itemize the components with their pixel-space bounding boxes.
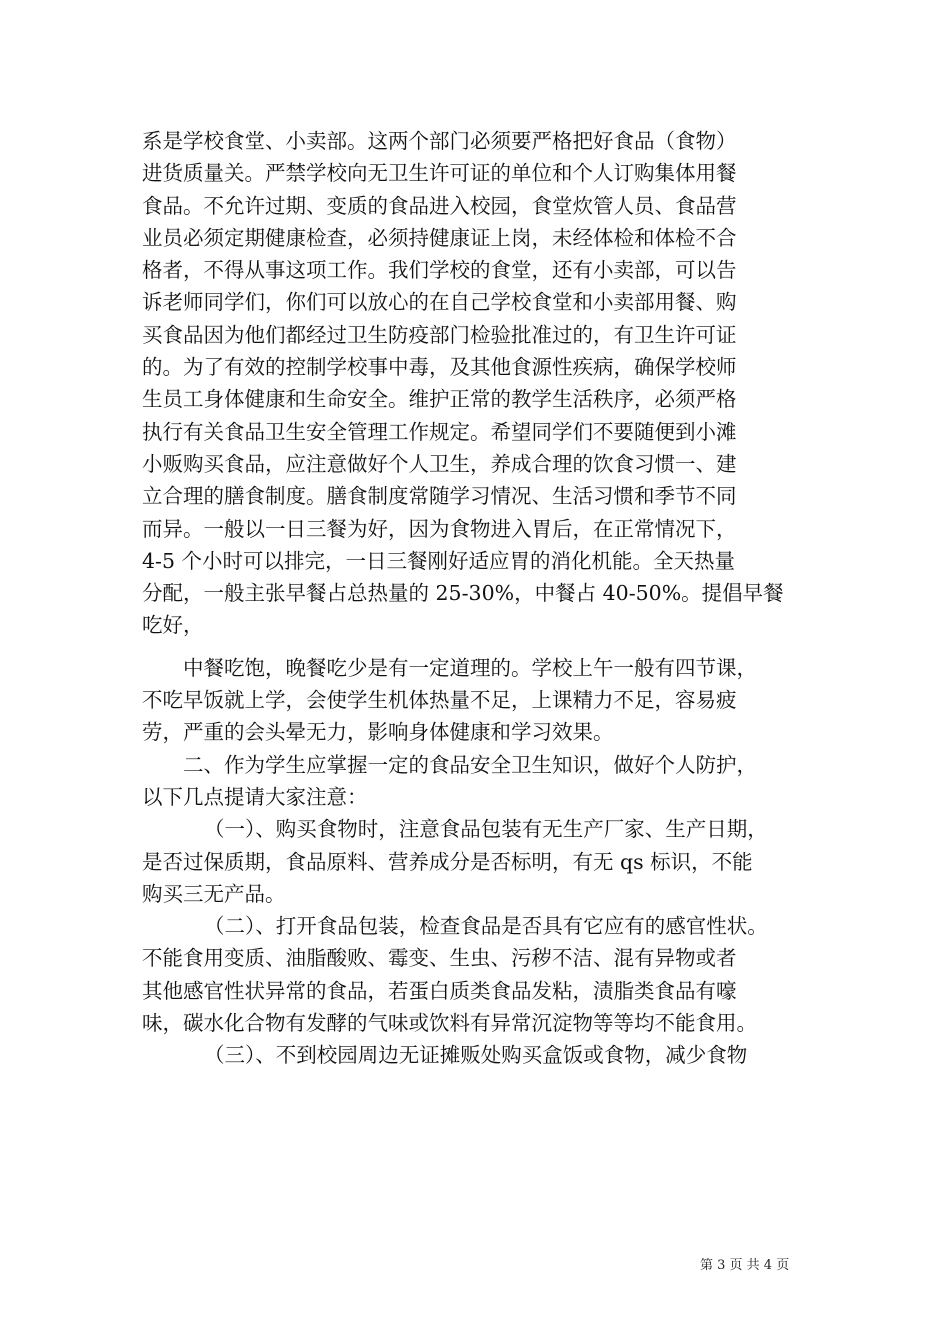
text-line: 味，碳水化合物有发酵的气味或饮料有异常沉淀物等等均不能食用。 [142,1011,757,1036]
text-line: 购买三无产品。 [142,881,286,906]
text-line: 格者，不得从事这项工作。我们学校的食堂，还有小卖部，可以告 [142,258,737,283]
text-line: 立合理的膳食制度。膳食制度常随学习情况、生活习惯和季节不同 [142,484,737,509]
text-line: 二、作为学生应掌握一定的食品安全卫生知识，做好个人防护， [183,752,757,777]
text-line: 进货质量关。严禁学校向无卫生许可证的单位和个人订购集体用餐 [142,161,737,186]
text-line: 以下几点提请大家注意： [142,784,368,809]
text-line: 诉老师同学们，你们可以放心的在自己学校食堂和小卖部用餐、购 [142,290,737,315]
text-line: 生员工身体健康和生命安全。维护正常的教学生活秩序，必须严格 [142,387,737,412]
text-line: 的。为了有效的控制学校事中毒，及其他食源性疾病，确保学校师 [142,355,737,380]
text-line: 食品。不允许过期、变质的食品进入校园，食堂炊管人员、食品营 [142,193,737,218]
text-line: 劳，严重的会头晕无力，影响身体健康和学习效果。 [142,720,614,745]
text-line: 是否过保质期，食品原料、营养成分是否标明，有无 qs 标识，不能 [142,849,753,874]
text-line: （三）、不到校园周边无证摊贩处购买盒饭或食物，减少食物 [204,1043,748,1068]
text-line: 不能食用变质、油脂酸败、霉变、生虫、污秽不洁、混有异物或者 [142,946,737,971]
text-line: 分配，一般主张早餐占总热量的 25-30%，中餐占 40-50%。提倡早餐 [142,581,784,606]
text-line: 系是学校食堂、小卖部。这两个部门必须要严格把好食品（食物） [142,129,737,153]
text-line: （一）、购买食物时，注意食品包装有无生产厂家、生产日期， [204,817,768,842]
text-line: 不吃早饭就上学，会使学生机体热量不足，上课精力不足，容易疲 [142,688,737,713]
text-line: （二）、打开食品包装，检查食品是否具有它应有的感官性状。 [204,914,768,939]
text-line: 执行有关食品卫生安全管理工作规定。希望同学们不要随便到小滩 [142,419,737,444]
text-line: 而异。一般以一日三餐为好，因为食物进入胃后，在正常情况下， [142,516,737,541]
text-line: 中餐吃饱，晚餐吃少是有一定道理的。学校上午一般有四节课， [183,655,757,680]
text-line: 小贩购买食品，应注意做好个人卫生，养成合理的饮食习惯一、建 [142,451,737,476]
text-line: 吃好， [142,613,204,638]
body-text [142,125,814,1072]
text-line: 买食品因为他们都经过卫生防疫部门检验批准过的，有卫生许可证 [142,322,737,347]
text-line: 其他感官性状异常的食品，若蛋白质类食品发粘，渍脂类食品有嚎 [142,978,737,1003]
page-number-footer: 第 3 页 共 4 页 [700,1258,790,1273]
text-line: 4-5 个小时可以排完，一日三餐刚好适应胃的消化机能。全天热量 [142,548,736,573]
text-line: 业员必须定期健康检查，必须持健康证上岗，未经体检和体检不合 [142,225,737,250]
